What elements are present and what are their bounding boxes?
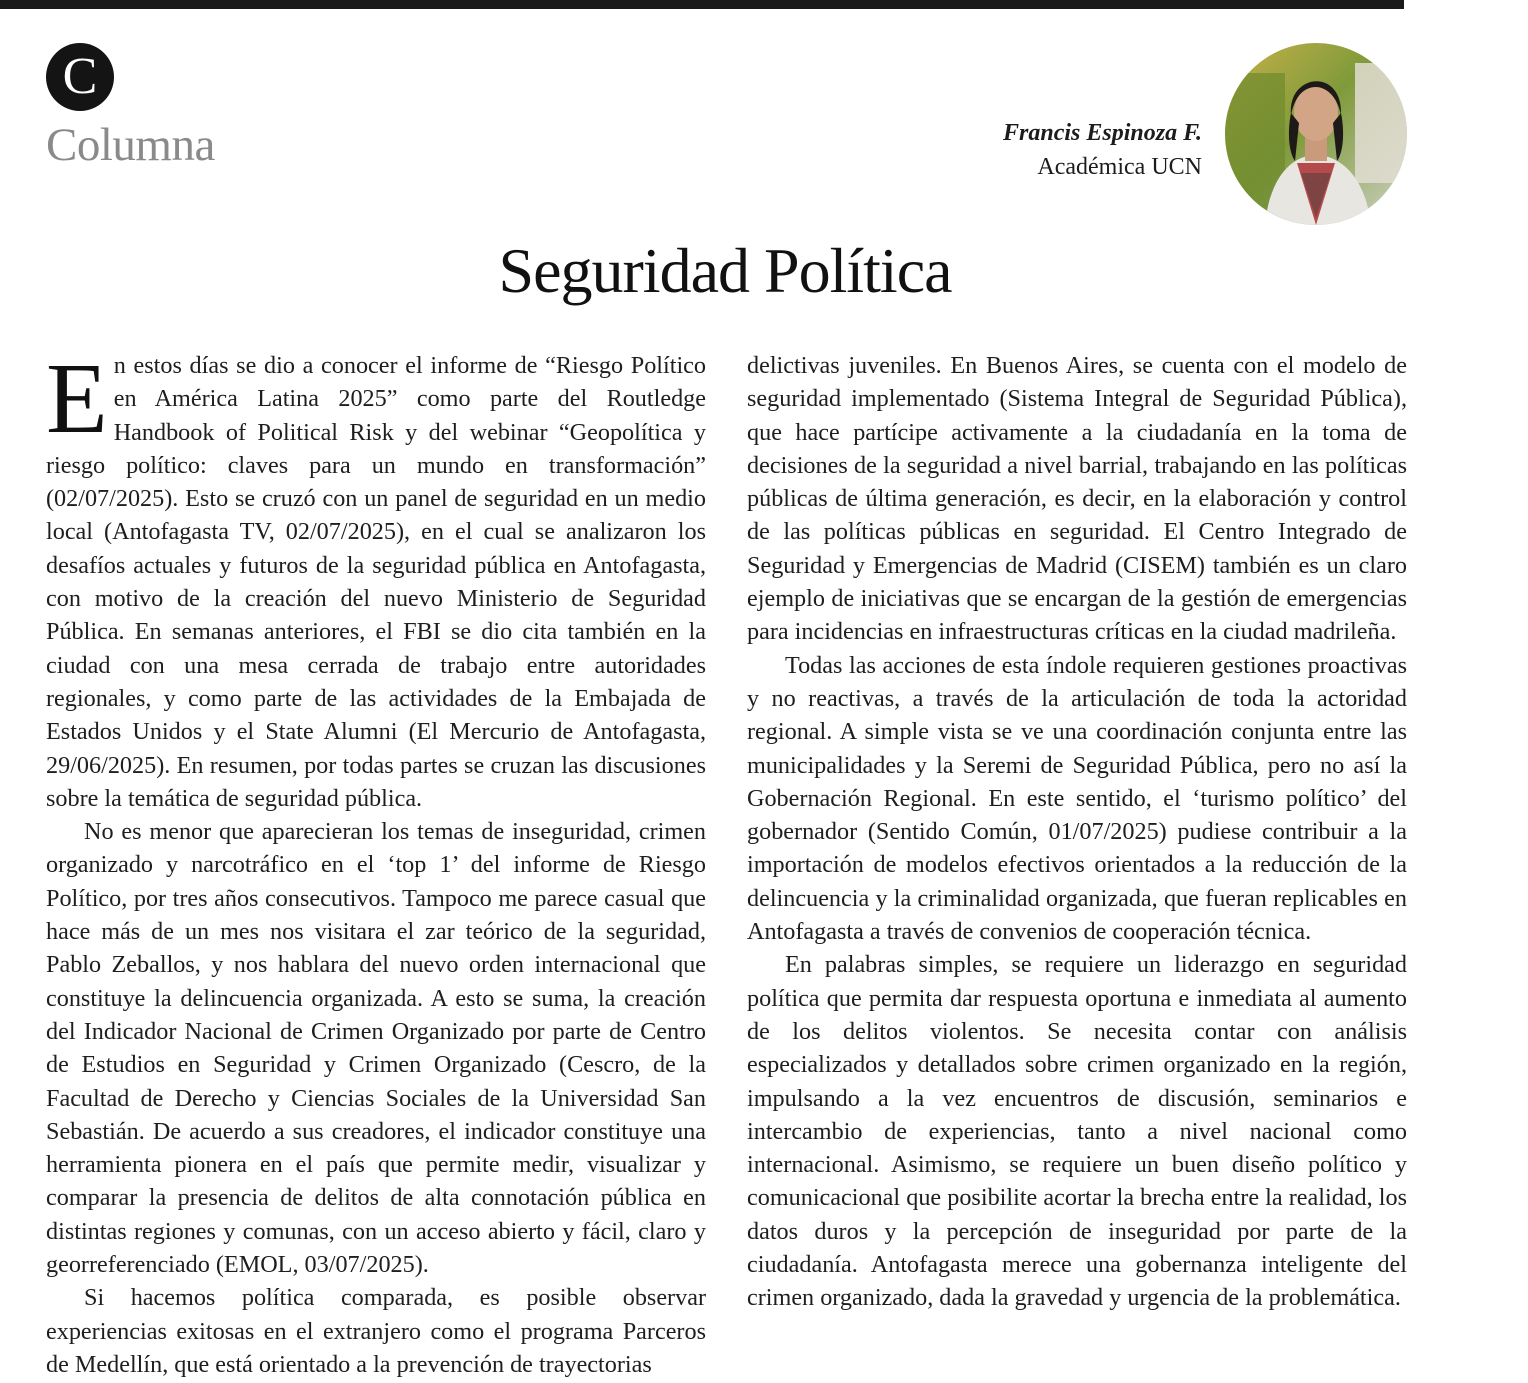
top-rule xyxy=(0,0,1404,9)
drop-cap: E xyxy=(46,349,108,454)
article-paragraph: Todas las acciones de esta índole requieren gestiones proactivas y no reactivas, a través de la articulación de toda la actoridad regional. A simple vista se ve una coordinación conjunta entre las municipalidades y la Seremi de Seguridad Pública, pero no así la Gobernación Regional. En este sentido, el ‘turismo político’ del gobernador (Sentido Común, 01/07/2025) pudiese contribuir a la importación de modelos efectivos orientados a la reducción de la delincuencia y la criminalidad organizada, que fueran replicables en Antofagasta a través de convenios de cooperación técnica. xyxy=(747,651,1407,946)
article-paragraph: Si hacemos política comparada, es posible observar experiencias exitosas en el extranjero como el programa Parceros de Medellín, que está orientado a la prevención de trayectorias xyxy=(46,1284,706,1378)
section-badge: C xyxy=(46,43,114,111)
headline: Seguridad Política xyxy=(498,235,952,306)
article-paragraph: delictivas juveniles. En Buenos Aires, se cuenta con el modelo de seguridad implementado (Sistema Integral de Seguridad Pública), que hace partícipe activamente a la ciudadanía en la toma de decisiones de la seguridad a nivel barrial, trabajando en las políticas públicas de última generación, es decir, en la elaboración y control de las políticas públicas en seguridad. El Centro Integrado de Seguridad y Emergencias de Madrid (CISEM) también es un claro ejemplo de iniciativas que se encargan de la gestión de emergencias para incidencias en infraestructuras críticas en la ciudad madrileña. xyxy=(747,352,1407,646)
paragraph-text: n estos días se dio a conocer el informe de “Riesgo Político en América Latina 2025” como parte del Routledge Handbook of Political Risk y del webinar “Geopolítica y riesgo político: claves para un mundo en transformación” (02/07/2025). Esto se cruzó con un panel de seguridad en un medio local (Antofagasta TV, 02/07/2025), en el cual se analizaron los desafíos actuales y futuros de la seguridad pública en Antofagasta, con motivo de la creación del nuevo Ministerio de Seguridad Pública. En semanas anteriores, el FBI se dio cita también en la ciudad con una mesa cerrada de trabajo entre autoridades regionales, y como parte de las actividades de la Embajada de Estados Unidos y el State Alumni (El Mercurio de Antofagasta, 29/06/2025). En resumen, por todas partes se cruzan las discusiones sobre la temática de seguridad pública. xyxy=(46,352,706,812)
article-column-right xyxy=(747,349,1407,1383)
author-portrait-icon xyxy=(1225,43,1407,225)
byline xyxy=(1003,116,1202,184)
article-paragraph: En palabras simples, se requiere un liderazgo en seguridad política que permita dar respuesta oportuna e inmediata al aumento de los delitos violentos. Se necesita contar con análisis especializados y detallados sobre crimen organizado en la región, impulsando a la vez encuentros de discusión, seminarios e intercambio de experiencias, tanto a nivel nacional como internacional. Asimismo, se requiere un buen diseño político y comunicacional que posibilite acortar la brecha entre la realidad, los datos duros y la percepción de inseguridad por parte de la ciudadanía. Antofagasta merece una gobernanza inteligente del crimen organizado, dada la gravedad y urgencia de la problemática. xyxy=(747,951,1407,1312)
article-paragraph: No es menor que aparecieran los temas de inseguridad, crimen organizado y narcotráfico en el ‘top 1’ del informe de Riesgo Político, por tres años consecutivos. Tampoco me parece casual que hace más de un mes nos visitara el zar teórico de la seguridad, Pablo Zeballos, y nos hablara del nuevo orden internacional que constituye la delincuencia organizada. A esto se suma, la creación del Indicador Nacional de Crimen Organizado por parte de Centro de Estudios en Seguridad y Crimen Organizado (Cescro, de la Facultad de Derecho y Ciencias Sociales de la Universidad San Sebastián. De acuerdo a sus creadores, el indicador constituye una herramienta pionera en el país que permite medir, visualizar y comparar la presencia de delitos de alta connotación pública en distintas regiones y comunas, con un acceso abierto y fácil, claro y georreferenciado (EMOL, 03/07/2025). xyxy=(46,818,706,1279)
author-name: Francis Espinoza F. xyxy=(1003,120,1202,146)
article-column-left xyxy=(46,349,706,1383)
author-affiliation: Académica UCN xyxy=(1037,154,1202,180)
section-label: Columna xyxy=(46,119,215,171)
article-paragraph xyxy=(46,349,706,815)
